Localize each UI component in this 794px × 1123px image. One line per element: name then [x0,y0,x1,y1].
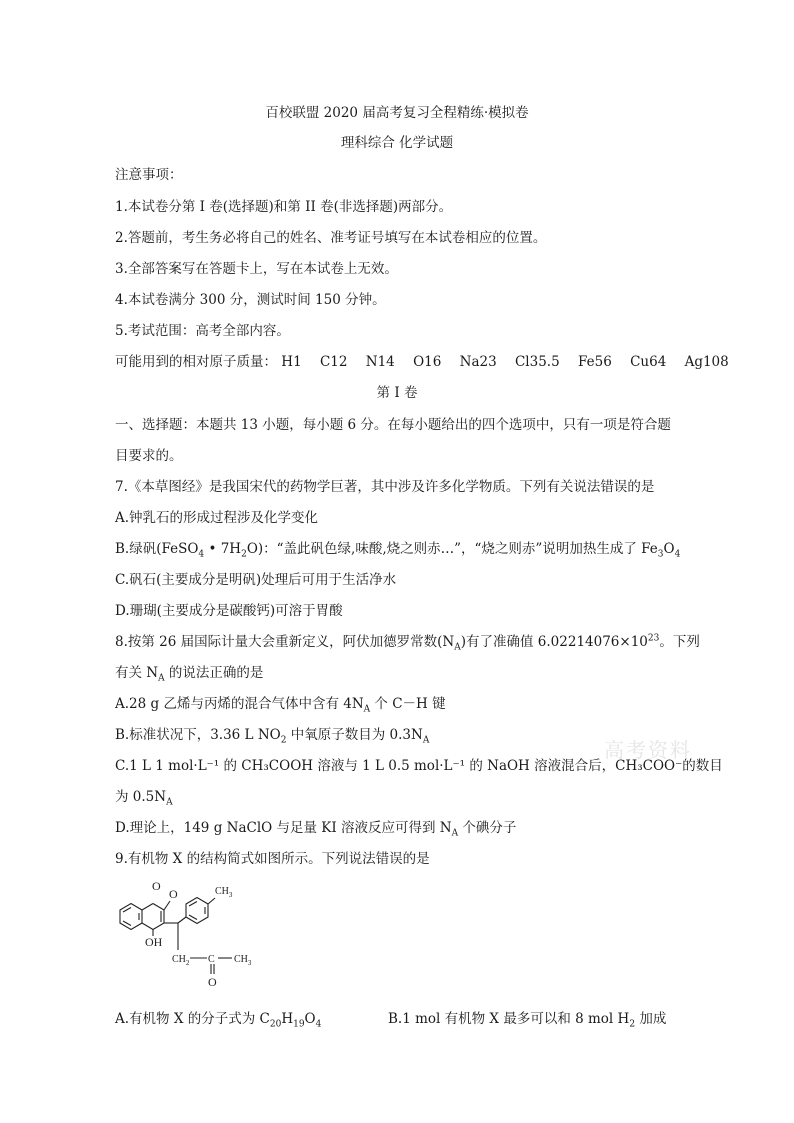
exam-subtitle: 理科综合 化学试题 [340,135,454,151]
atomic-mass: O16 [413,354,442,370]
q8-option-d: D.理论上，149 g NaClO 与足量 KI 溶液反应可得到 $N_A$ 个碘分子 [115,820,517,839]
ketone-oxygen-label: O [208,975,217,989]
note-item-1: 1.本试卷分第 I 卷(选择题)和第 II 卷(非选择题)两部分。 [115,199,453,215]
q7-option-b: B.绿矾(FeSO$_4$ • $7H_2O$)：“盖此矾色绿,味酸,烧之则赤…”，“烧之则赤”说明加热生成了 $Fe_3O_4$ [115,541,681,560]
q8-stem-line-1: 8.按第 26 届国际计量大会重新定义，阿伏加德罗常数$(N_A)$有了准确值 $6.02214076\times 10^{23}$。下列 [115,633,700,653]
ring-oxygen-label: O [152,879,161,893]
hydroxyl-label: OH [145,935,163,949]
q7-option-a: A.钟乳石的形成过程涉及化学变化 [115,510,319,526]
exam-title: 百校联盟 2020 届高考复习全程精练·模拟卷 [265,105,529,121]
methylene-label: $CH_2$ [172,954,190,967]
methyl-label: $CH_3$ [215,886,233,899]
q8-option-c-line-1: C.1 L 1 mol·L⁻¹ 的 CH₃COOH 溶液与 1 L 0.5 mol·L⁻¹ 的 NaOH 溶液混合后，CH₃COO⁻的数目 [115,758,723,774]
watermark: 高考资料 [604,738,692,762]
atomic-mass: C12 [319,354,348,370]
q7-stem: 7.《本草图经》是我国宋代的药物学巨著，其中涉及许多化学物质。下列有关说法错误的是 [115,479,655,495]
q8-option-a: A.28 g 乙烯与丙烯的混合气体中含有 $4N_A$ 个 C－H 键 [115,696,446,715]
atomic-mass: Na23 [459,354,497,370]
methyl-side-label: $CH_3$ [234,954,252,967]
section-title: 第 I 卷 [376,385,418,401]
q9-option-a: A.有机物 X 的分子式为 $C_{20}H_{19}O_4$ [115,1011,322,1030]
atomic-mass: Fe56 [577,354,612,370]
atomic-mass: Cl35.5 [514,354,560,370]
q9-stem: 9.有机物 X 的结构简式如图所示。下列说法错误的是 [115,851,430,867]
atomic-mass: Cu64 [630,354,667,370]
atomic-mass: N14 [365,354,395,370]
note-item-5: 5.考试范围：高考全部内容。 [115,323,290,339]
atomic-masses [115,353,743,371]
structural-formula [112,878,272,993]
atomic-mass: Ag108 [684,354,729,370]
q8-option-c-line-2: 为 $0.5N_A$ [115,789,173,808]
atomic-masses-label: 可能用到的相对原子质量： [115,354,277,370]
q7-option-d: D.珊瑚(主要成分是碳酸钙)可溶于胃酸 [115,603,343,619]
carbon-label: C [208,954,215,965]
notes-heading: 注意事项： [115,167,183,183]
q8-option-b: B.标准状况下，3.36 L $NO_2$ 中氧原子数目为 $0.3N_A$ [115,727,430,746]
note-item-2: 2.答题前，考生务必将自己的姓名、准考证号填写在本试卷相应的位置。 [115,230,547,246]
q7-option-c: C.矾石(主要成分是明矾)处理后可用于生活净水 [115,572,397,588]
section-intro-line-2: 目要求的。 [115,448,183,464]
section-intro-line-1: 一、选择题：本题共 13 小题，每小题 6 分。在每小题给出的四个选项中，只有一项是符合题 [115,417,671,433]
carbonyl-oxygen-label: O [169,887,178,901]
note-item-3: 3.全部答案写在答题卡上，写在本试卷上无效。 [115,261,398,277]
q9-option-b: B.1 mol 有机物 X 最多可以和 8 mol $H_2$ 加成 [388,1011,667,1030]
note-item-4: 4.本试卷满分 300 分，测试时间 150 分钟。 [115,292,386,308]
q8-stem-line-2: 有关 $N_A$ 的说法正确的是 [115,665,264,684]
atomic-mass: H1 [281,354,302,370]
